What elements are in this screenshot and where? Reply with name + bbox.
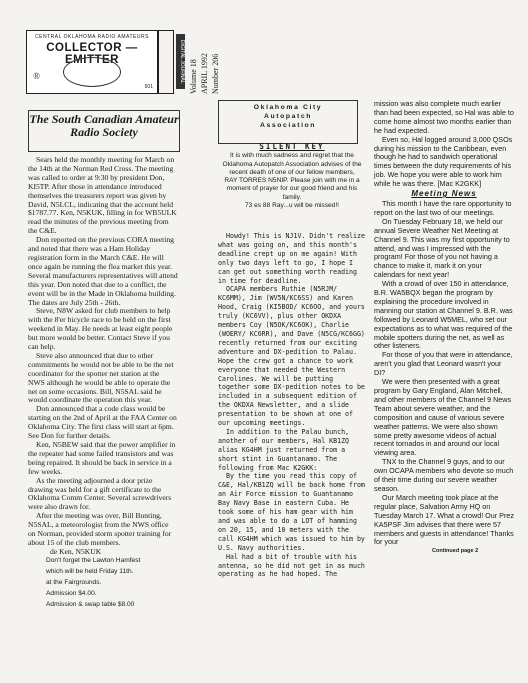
article-paragraph: After the meeting was over, Bill Bunting, N5SAL, a meteorologist from the NWS office on Norman, provided storm spotter training for about 15 of the club members. [28, 511, 172, 547]
article-paragraph: Ken, N5BEW said that the power amplifier in the repeater had some failed transistors and was being repaired. It should be back in service in a few weeks. [28, 440, 176, 476]
masthead-title: COLLECTOR — EMITTER [46, 42, 138, 66]
article-paragraph: This month I have the rare opportunity to report on the last two of our meetings. [374, 198, 512, 217]
article-paragraph: For those of you that were in attendance, aren't you glad that Leonard wasn't your DI? [374, 350, 513, 378]
article-paragraph: Hal had a bit of trouble with his antenna, so he did not get in as much operating as he had hoped. The [218, 552, 365, 579]
meeting-news-article [374, 100, 514, 556]
ocapa-title-box [218, 100, 358, 144]
article-paragraph: OCAPA members Ruthie (N5RJM/ KC6MM), Jim (WV5N/KC6SS) and Karen Hood, Craig (KI5BOD/ KC6OO, and yours truly (KC6VV), plus other OKDXA members Coy (N5OK/KC6OK), Charlie (WOERY/ KC6RR), and Dave (N5CG/KC6GG) recently returned from our exciting adventure and DX-pedition to Palau. Hope the crew got a chance to work everyone that needed the Western Carolines. We will be putting together some DX-pedition notes to be included in a subsequent edition of the OKDXA Newsletter, and a slide presentation to be shown at one of our upcoming meetings. [218, 285, 365, 428]
silent-key-closing: 73 es 88 Ray...u will be missed!! [244, 202, 340, 210]
article-paragraph: TNX to the Channel 9 guys, and to our own OCAPA members who devote so much of their time during our severe weather season. [374, 457, 514, 493]
article-paragraph: Howdy! This is NJ1V. Didn't realize what was going on, and this month's deadline crept up on me again! With only two days left to go, I hope I can get out something worth reading in time for deadline. [218, 232, 365, 285]
scars-title-box [28, 110, 180, 152]
hamfest-line: which will be held Friday 11th. [46, 568, 134, 575]
article-paragraph: Even so, Hal logged around 3,000 QSOs during his mission to the Caribbean, even though he had to sandwich operational times between the duty requirements of his job. We hope you were able to work him while he was there. [Mac K2GKK] [374, 134, 513, 189]
article-paragraph: mission was also complete much earlier than had been expected, so Hal was able to come home almost two months earlier than he had expected. [374, 99, 514, 135]
issue-date: APRIL 1992 [200, 53, 209, 94]
volume-number: Volume 18 [189, 59, 198, 94]
meeting-news-heading: Meeting News [411, 189, 477, 199]
hamfest-line: Admission & swap table $8.00 [46, 601, 135, 608]
silent-key-notice [222, 143, 362, 209]
issue-code: 501 [144, 84, 153, 90]
silent-key-text: It is with much sadness and regret that the Oklahoma Autopatch Association advises of the recent death of one of our fellow members, RAY TORRES N5NIP. Please join with me in a moment of prayer for our good friend and his family. [222, 152, 362, 201]
archive-stamp: DIGITAL JOURNAL [176, 34, 185, 89]
hamfest-line: Don't forget the Lawton Hamfest [46, 557, 141, 564]
ocapa-title-line: Oklahoma City [253, 104, 323, 111]
volume-info [188, 32, 224, 94]
issue-number: Number 206 [211, 53, 220, 94]
article-paragraph: With a crowd of over 150 in attendance, B.R. WA5BQX began the program by explaining the procedure involved in manning our station at Channel 9. B.R. was followed by Leonard W5MEL, who set our expectations as to what was required of the mobile spotters during the net, as well as other listeners. [374, 279, 513, 351]
masthead-side-strip [158, 30, 174, 94]
article-paragraph: Don announced that a code class would be starting on the 2nd of April at the FAA Center on Oklahoma City. The first class will start at 6pm. See Don for further details. [28, 404, 177, 441]
scars-title: The South Canadian Amateur Radio Society [29, 112, 179, 139]
hamfest-line: at the Fairgrounds. [46, 579, 102, 586]
article-paragraph: Steve, N8W asked for club members to help with the 8'er bicycle race to be held on the first weekend in May. He needs at least eight people but more would be better. Contact Steve if you can help. [28, 306, 173, 352]
article-paragraph: Steve also announced that due to other commitments he would not be able to be the net coordinator for the spotter net station at the NWS although he would be able to operate the net on some occasions. Bill, N5SAL said he would coordinate the operation this year. [28, 350, 174, 405]
article-paragraph: By the time you read this copy of C&E, Hal/KB1ZQ will be back home from an Air Force mission to Guantanamo Bay Navy Base in eastern Cuba. He took some of his ham gear with him and was able to do a LOT of hamming on 20, 15, and 10 meters with the call KG4HM which was issued to him by U.S. Navy authorities. [218, 472, 365, 552]
registered-mark: ® [33, 71, 40, 81]
hamfest-line: Admission $4.00. [46, 590, 97, 597]
hamfest-notice [46, 555, 186, 610]
article-paragraph: In addition to the Palau bunch, another of our members, Hal KB1ZQ alias KG4HM just returned from a short stint in Guantanamo. The following from Mac K2GKK: [218, 427, 350, 472]
oval-logo-icon [63, 57, 121, 87]
article-paragraph: Don reported on the previous CORA meeting and noted that there was a Ham Holiday registration form in the March C&E. He will once again be running the flea market this year. Several manufacturers representatives will attend this year. Don noted that due to a conflict, the event will be in the Made in Oklahoma building. The dates are July 25th - 26th. [28, 235, 178, 307]
article-paragraph: Sears held the monthly meeting for March on the 14th at the Norman Red Cross. The meeting was called to order at 9:30 by president Don, KI5TP. After those in attendance introduced themselves the treasurers report was given by David, N5LCL, indicating that the account held $1787.77. Ken, N5KUK, filling in for WB5ULK read the minutes of the previous meeting from the C&E. [28, 155, 177, 236]
ocapa-title-line: Autopatch [263, 113, 312, 120]
article-paragraph: Our March meeting took place at the regular place, Salvation Army HQ on Tuesday March 17. What a crowd! Our Prez KA5PSF Jim advises that there were 57 members and guests in attendance! Thanks for your [374, 492, 514, 547]
article-signature: de Ken, N5KUK [50, 546, 102, 556]
silent-key-heading: SILENT KEY [259, 142, 325, 151]
scars-article [28, 156, 178, 557]
masthead-top-line: CENTRAL OKLAHOMA RADIO AMATEURS [35, 34, 149, 40]
continued-note: Continued page 2 [432, 548, 479, 555]
article-paragraph: We were then presented with a great program by Gary England, Alan Mitchell, and other members of the Channel 9 News Team about severe weather, and the composition and cause of various severe weather patterns. We were also shown some pretty awesome videos of actual recent tornados in and around our local viewing area. [374, 377, 512, 458]
ocapa-title-line: Association [259, 122, 317, 129]
article-paragraph: On Tuesday February 18, we held our annual Severe Weather Net Meeting at Channel 9. This was my first opportunity to attend, and was I impressed with the program! For those of you not having a chance to make it, mark it on your calendars for next year! [374, 216, 510, 280]
ocapa-article [218, 232, 366, 579]
article-paragraph: As the meeting adjourned a door prize drawing was held for a gift certificate to the Oklahoma Comm Center. Several screwdrivers were also drawn for. [28, 475, 172, 512]
masthead [26, 30, 158, 94]
